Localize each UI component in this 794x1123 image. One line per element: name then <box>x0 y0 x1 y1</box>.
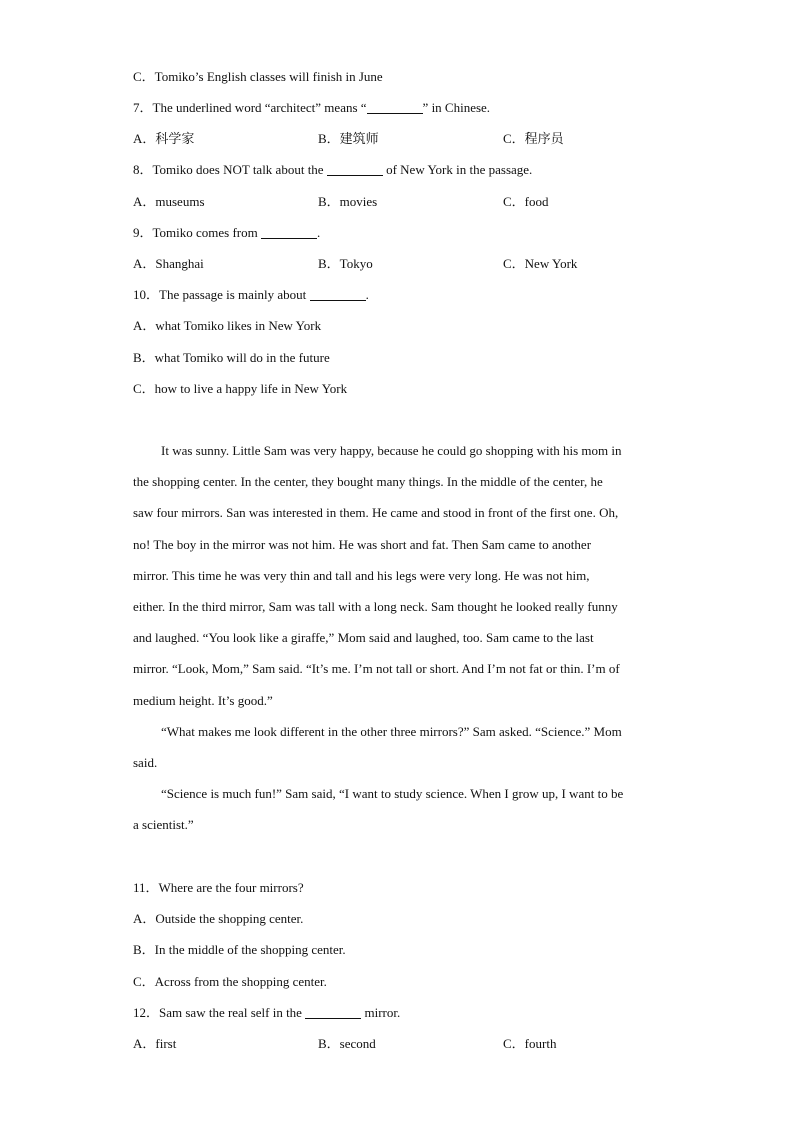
passage-line: the shopping center. In the center, they bought many things. In the middle of the center, he <box>133 474 603 490</box>
passage-line: mirror. “Look, Mom,” Sam said. “It’s me. I’m not tall or short. And I’m not fat or thin. I’m of <box>133 661 620 677</box>
q11-stem: 11．Where are the four mirrors? <box>133 880 304 895</box>
q9-option-a: A．Shanghai <box>133 256 204 271</box>
q12-stem-start: 12．Sam saw the real self in the <box>133 1005 306 1020</box>
q10-stem <box>133 287 369 303</box>
q9-stem-start: 9．Tomiko comes from <box>133 225 261 240</box>
q11-option-a: A．Outside the shopping center. <box>133 911 304 926</box>
passage-line: no! The boy in the mirror was not him. He was short and fat. Then Sam came to another <box>133 536 592 552</box>
q10-option-c: C．how to live a happy life in New York <box>133 381 348 396</box>
q12-stem <box>133 1005 400 1021</box>
q7-option-b: B．建筑师 <box>318 131 379 146</box>
q10-blank <box>310 288 366 301</box>
passage-line: “What makes me look different in the other three mirrors?” Sam asked. “Science.” Mom <box>161 723 622 739</box>
q8-stem-end: of New York in the passage. <box>382 162 533 177</box>
q8-option-a: A．museums <box>133 194 205 209</box>
passage-line: saw four mirrors. San was interested in them. He came and stood in front of the first one. Oh, <box>133 505 619 521</box>
passage-line: either. In the third mirror, Sam was tall with a long neck. Sam thought he looked really funny <box>133 599 618 615</box>
passage-line: a scientist.” <box>133 817 194 833</box>
passage-line: medium height. It’s good.” <box>133 692 273 708</box>
q9-stem-end: . <box>317 225 321 240</box>
q11-option-c: C．Across from the shopping center. <box>133 974 327 989</box>
q7-stem-end: ” in Chinese. <box>422 100 491 115</box>
passage-line: mirror. This time he was very thin and tall and his legs were very long. He was not him, <box>133 567 590 583</box>
passage-line: It was sunny. Little Sam was very happy, because he could go shopping with his mom in <box>161 443 622 458</box>
q12-option-c: C．fourth <box>503 1036 557 1051</box>
q7-option-c: C．程序员 <box>503 131 564 146</box>
q11-option-b: B．In the middle of the shopping center. <box>133 942 346 957</box>
q10-stem-end: . <box>365 287 369 302</box>
passage-line: and laughed. “You look like a giraffe,” Mom said and laughed, too. Sam came to the last <box>133 630 594 646</box>
q8-blank <box>327 163 383 176</box>
q12-option-a: A．first <box>133 1036 177 1051</box>
q8-option-c: C．food <box>503 194 549 209</box>
q9-stem <box>133 225 320 241</box>
q10-option-a: A．what Tomiko likes in New York <box>133 318 322 333</box>
q7-stem-start: 7．The underlined word “architect” means “ <box>133 100 367 115</box>
q8-stem-start: 8．Tomiko does NOT talk about the <box>133 162 327 177</box>
passage-line: said. <box>133 755 158 771</box>
q7-blank <box>367 101 423 114</box>
q9-blank <box>261 226 317 239</box>
q7-option-a: A．科学家 <box>133 131 195 146</box>
q6-option-c: C．Tomiko’s English classes will finish in June <box>133 69 383 84</box>
q12-option-b: B．second <box>318 1036 376 1051</box>
q8-stem <box>133 162 532 178</box>
q7-stem <box>133 100 490 116</box>
q9-option-b: B．Tokyo <box>318 256 373 271</box>
passage-line: “Science is much fun!” Sam said, “I want to study science. When I grow up, I want to be <box>161 786 624 802</box>
reading-passage <box>133 435 663 841</box>
q10-stem-start: 10．The passage is mainly about <box>133 287 310 302</box>
q12-blank <box>305 1006 361 1019</box>
q12-stem-end: mirror. <box>361 1005 401 1020</box>
q9-option-c: C．New York <box>503 256 578 271</box>
q10-option-b: B．what Tomiko will do in the future <box>133 350 330 365</box>
q8-option-b: B．movies <box>318 194 378 209</box>
